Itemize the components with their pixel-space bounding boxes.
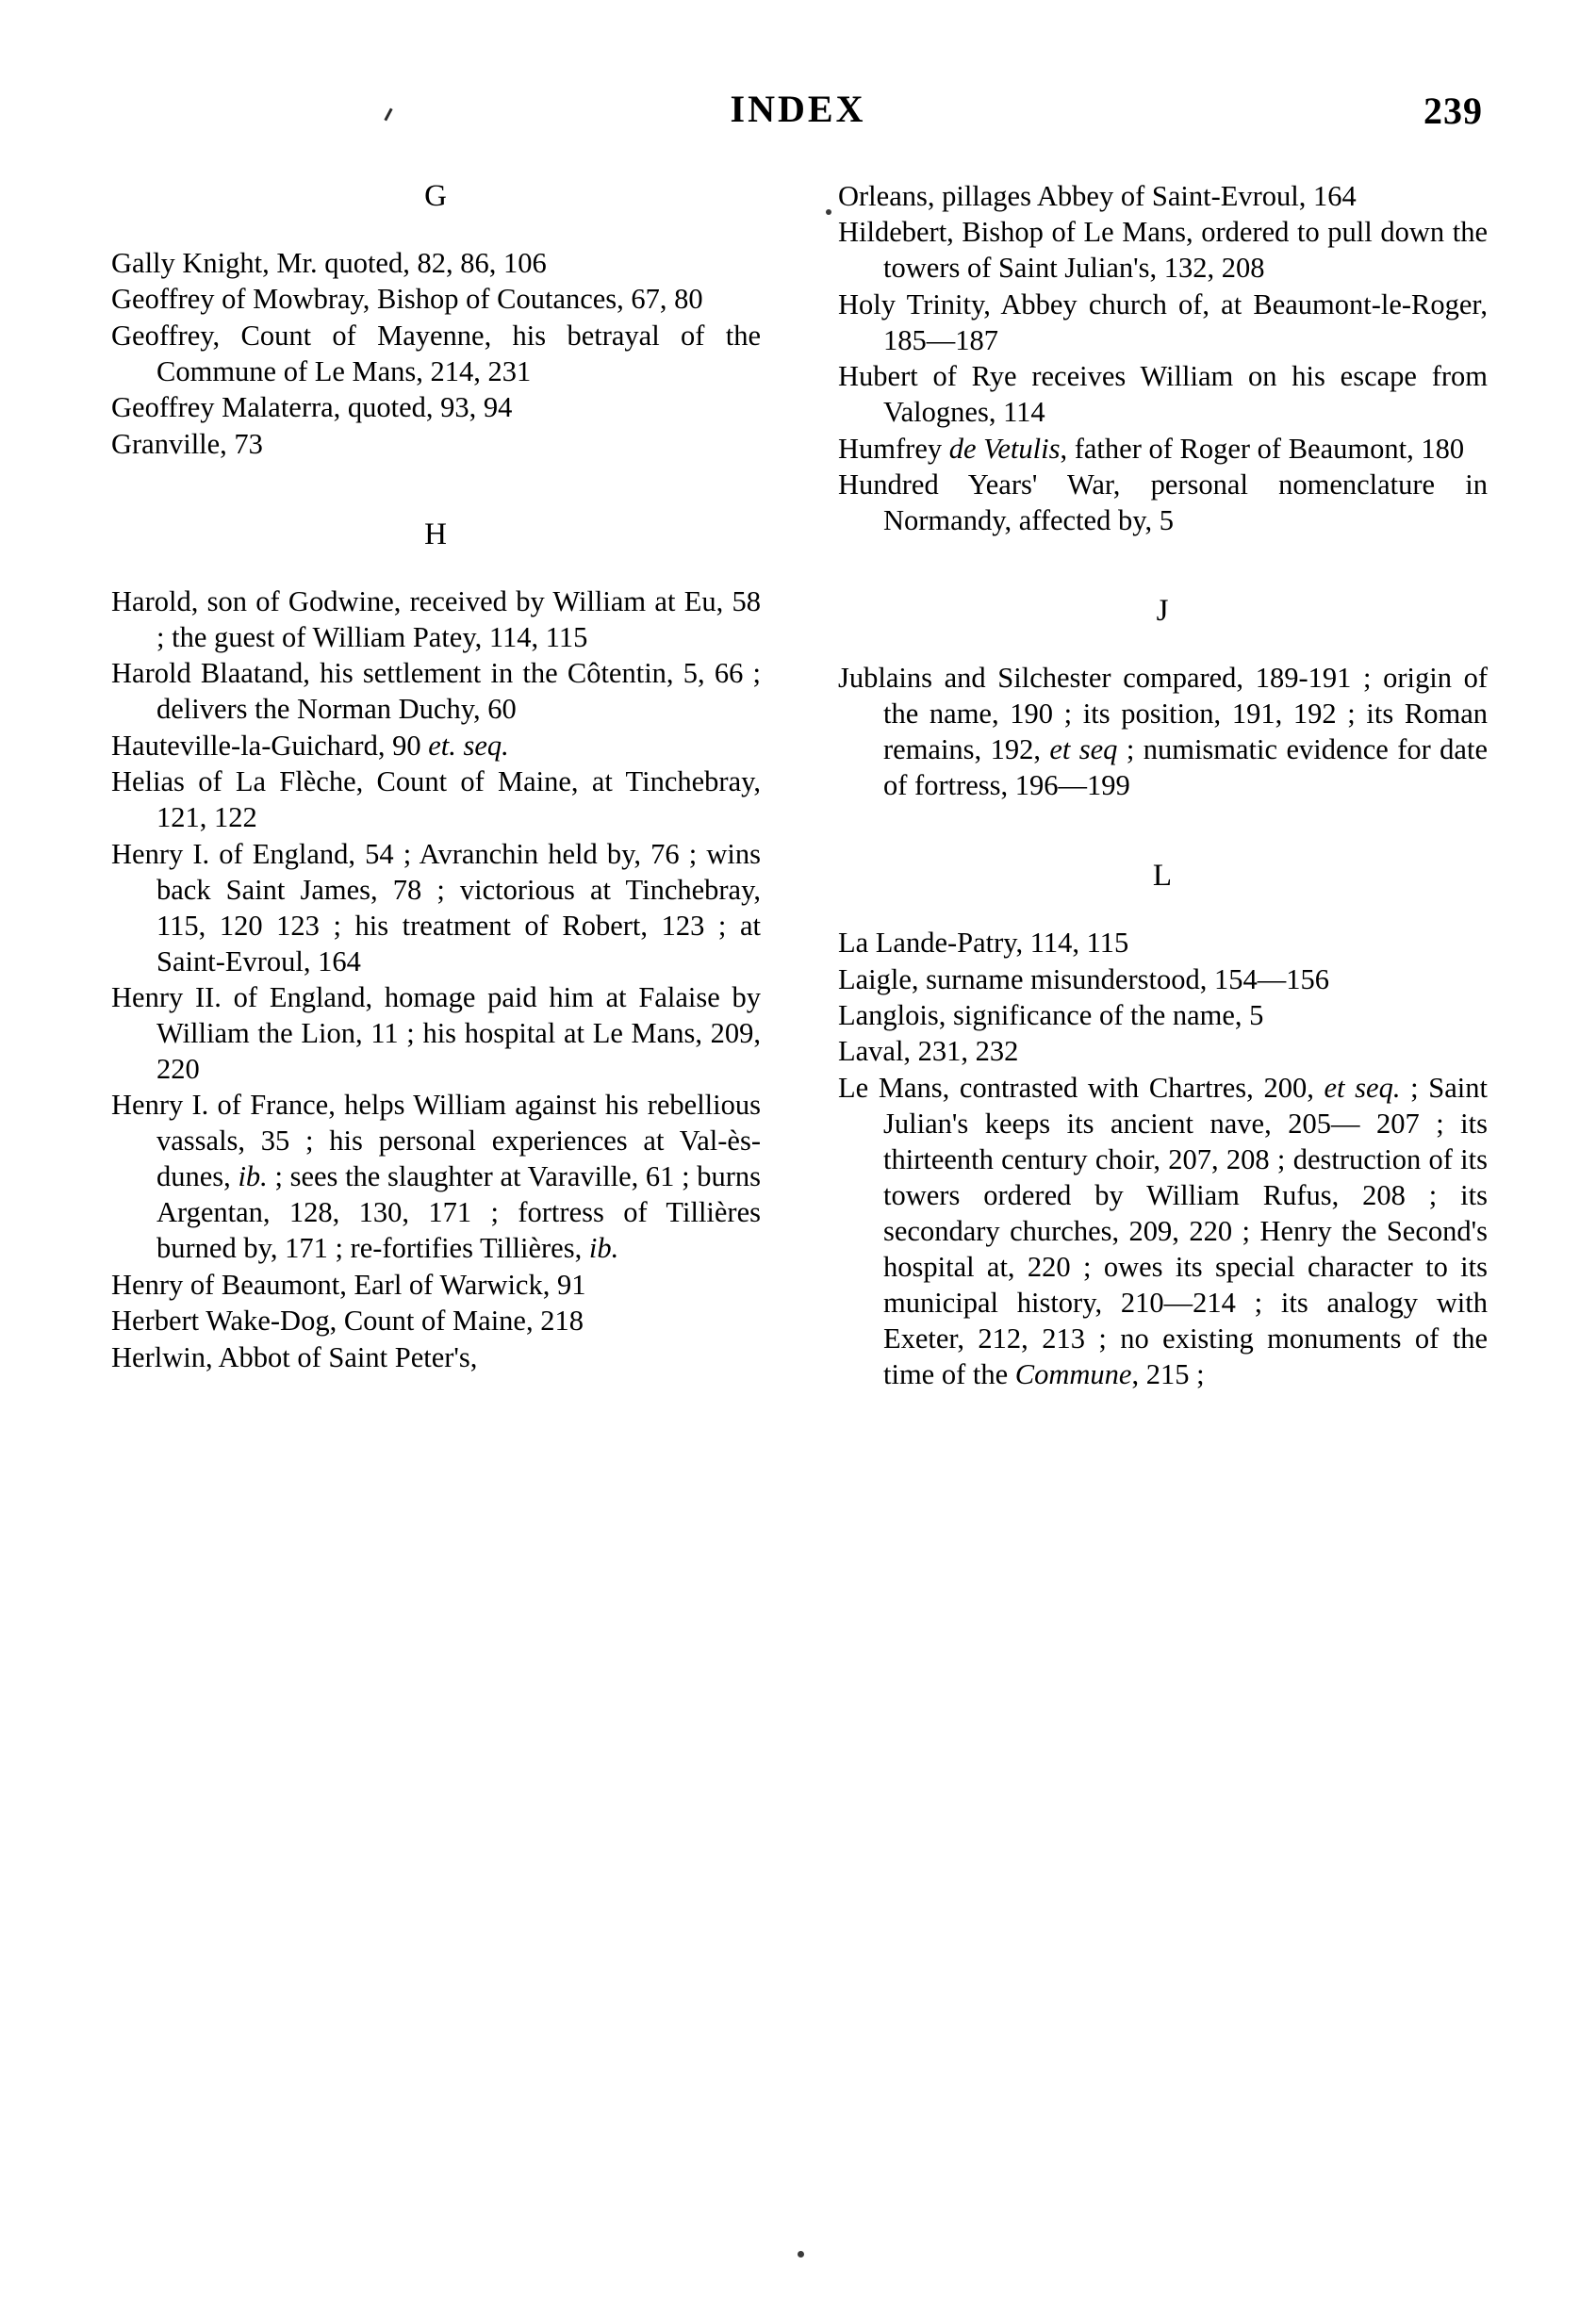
index-entry: Hundred Years' War, personal nomenclature in Normandy, affected by, 5: [838, 468, 1488, 537]
index-entry: Harold Blaatand, his settlement in the Côtentin, 5, 66 ; delivers the Norman Duchy, 60: [111, 657, 761, 726]
page-number: 239: [1423, 90, 1483, 132]
section-letter-heading: L: [1152, 859, 1174, 894]
stray-dot-bottom: [798, 2251, 804, 2258]
index-entry: Herlwin, Abbot of Saint Peter's,: [111, 1340, 478, 1373]
index-entry: Harold, son of Godwine, received by William at Eu, 58 ; the guest of William Patey, 114, 115: [111, 584, 761, 653]
page-header: [113, 87, 1483, 138]
index-entry: Henry I. of France, helps William against his rebellious vassals, 35 ; his personal experiences at Val-ès-dunes, ib. ; sees the slaughter at Varaville, 61 ; burns Argentan, 128, 130, 171 ; fortress of Tillières burned by, 171 ; re-fortifies Tillières, ib.: [111, 1089, 761, 1265]
index-entry: Le Mans, contrasted with Chartres, 200, et seq. ; Saint Julian's keeps its ancient nave, 205— 207 ; its thirteenth century choir, 207, 208 ; destruction of its towers ordered by William Rufus, 208 ; its secondary churches, 209, 220 ; Henry the Second's hospital at, 220 ; owes its special character to its municipal history, 210—214 ; its analogy with Exeter, 212, 213 ; no existing monuments of the time of the Commune, 215 ;: [838, 1071, 1488, 1390]
index-column-right: [838, 179, 1488, 1393]
section-letter-heading: G: [424, 179, 448, 213]
section-letter-heading: H: [424, 517, 448, 551]
index-entry: Geoffrey Malaterra, quoted, 93, 94: [111, 391, 513, 424]
index-entry: Gally Knight, Mr. quoted, 82, 86, 106: [111, 247, 547, 279]
index-entry: Orleans, pillages Abbey of Saint-Evroul, 164: [838, 180, 1357, 212]
index-entry: Jublains and Silchester compared, 189-191 ; origin of the name, 190 ; its position, 191, 192 ; its Roman remains, 192, et seq ; numismatic evidence for date of fortress, 196—199: [838, 662, 1488, 802]
page-title: INDEX: [730, 88, 866, 130]
index-entry: La Lande-Patry, 114, 115: [838, 927, 1129, 960]
index-columns: [111, 179, 1488, 1393]
section-letter-heading: J: [1156, 594, 1170, 629]
index-entry: Herbert Wake-Dog, Count of Maine, 218: [111, 1305, 584, 1338]
index-column-left: [111, 179, 761, 1393]
index-entry: Laigle, surname misunderstood, 154—156: [838, 962, 1329, 995]
index-entry: Hauteville-la-Guichard, 90 et. seq.: [111, 729, 509, 762]
index-entry: Geoffrey of Mowbray, Bishop of Coutances, 67, 80: [111, 283, 703, 316]
index-entry: Laval, 231, 232: [838, 1035, 1019, 1068]
index-entry: Geoffrey, Count of Mayenne, his betrayal of the Commune of Le Mans, 214, 231: [111, 319, 761, 387]
index-entry: Hubert of Rye receives William on his escape from Valognes, 114: [838, 360, 1488, 429]
index-entry: Langlois, significance of the name, 5: [838, 999, 1264, 1031]
index-entry: Holy Trinity, Abbey church of, at Beaumont-le-Roger, 185—187: [838, 287, 1488, 356]
index-entry: Hildebert, Bishop of Le Mans, ordered to pull down the towers of Saint Julian's, 132, 208: [838, 216, 1488, 285]
index-entry: Henry I. of England, 54 ; Avranchin held by, 76 ; wins back Saint James, 78 ; victorious at Tinchebray, 115, 120 123 ; his treatment of Robert, 123 ; at Saint-Evroul, 164: [111, 837, 761, 977]
index-entry: Henry of Beaumont, Earl of Warwick, 91: [111, 1268, 586, 1301]
stray-mark: [384, 108, 392, 122]
index-entry: Helias of La Flèche, Count of Maine, at Tinchebray, 121, 122: [111, 765, 761, 834]
index-entry: Granville, 73: [111, 427, 263, 460]
index-entry: Henry II. of England, homage paid him at Falaise by William the Lion, 11 ; his hospital at Le Mans, 209, 220: [111, 980, 761, 1085]
index-entry: Humfrey de Vetulis, father of Roger of Beaumont, 180: [838, 432, 1465, 465]
